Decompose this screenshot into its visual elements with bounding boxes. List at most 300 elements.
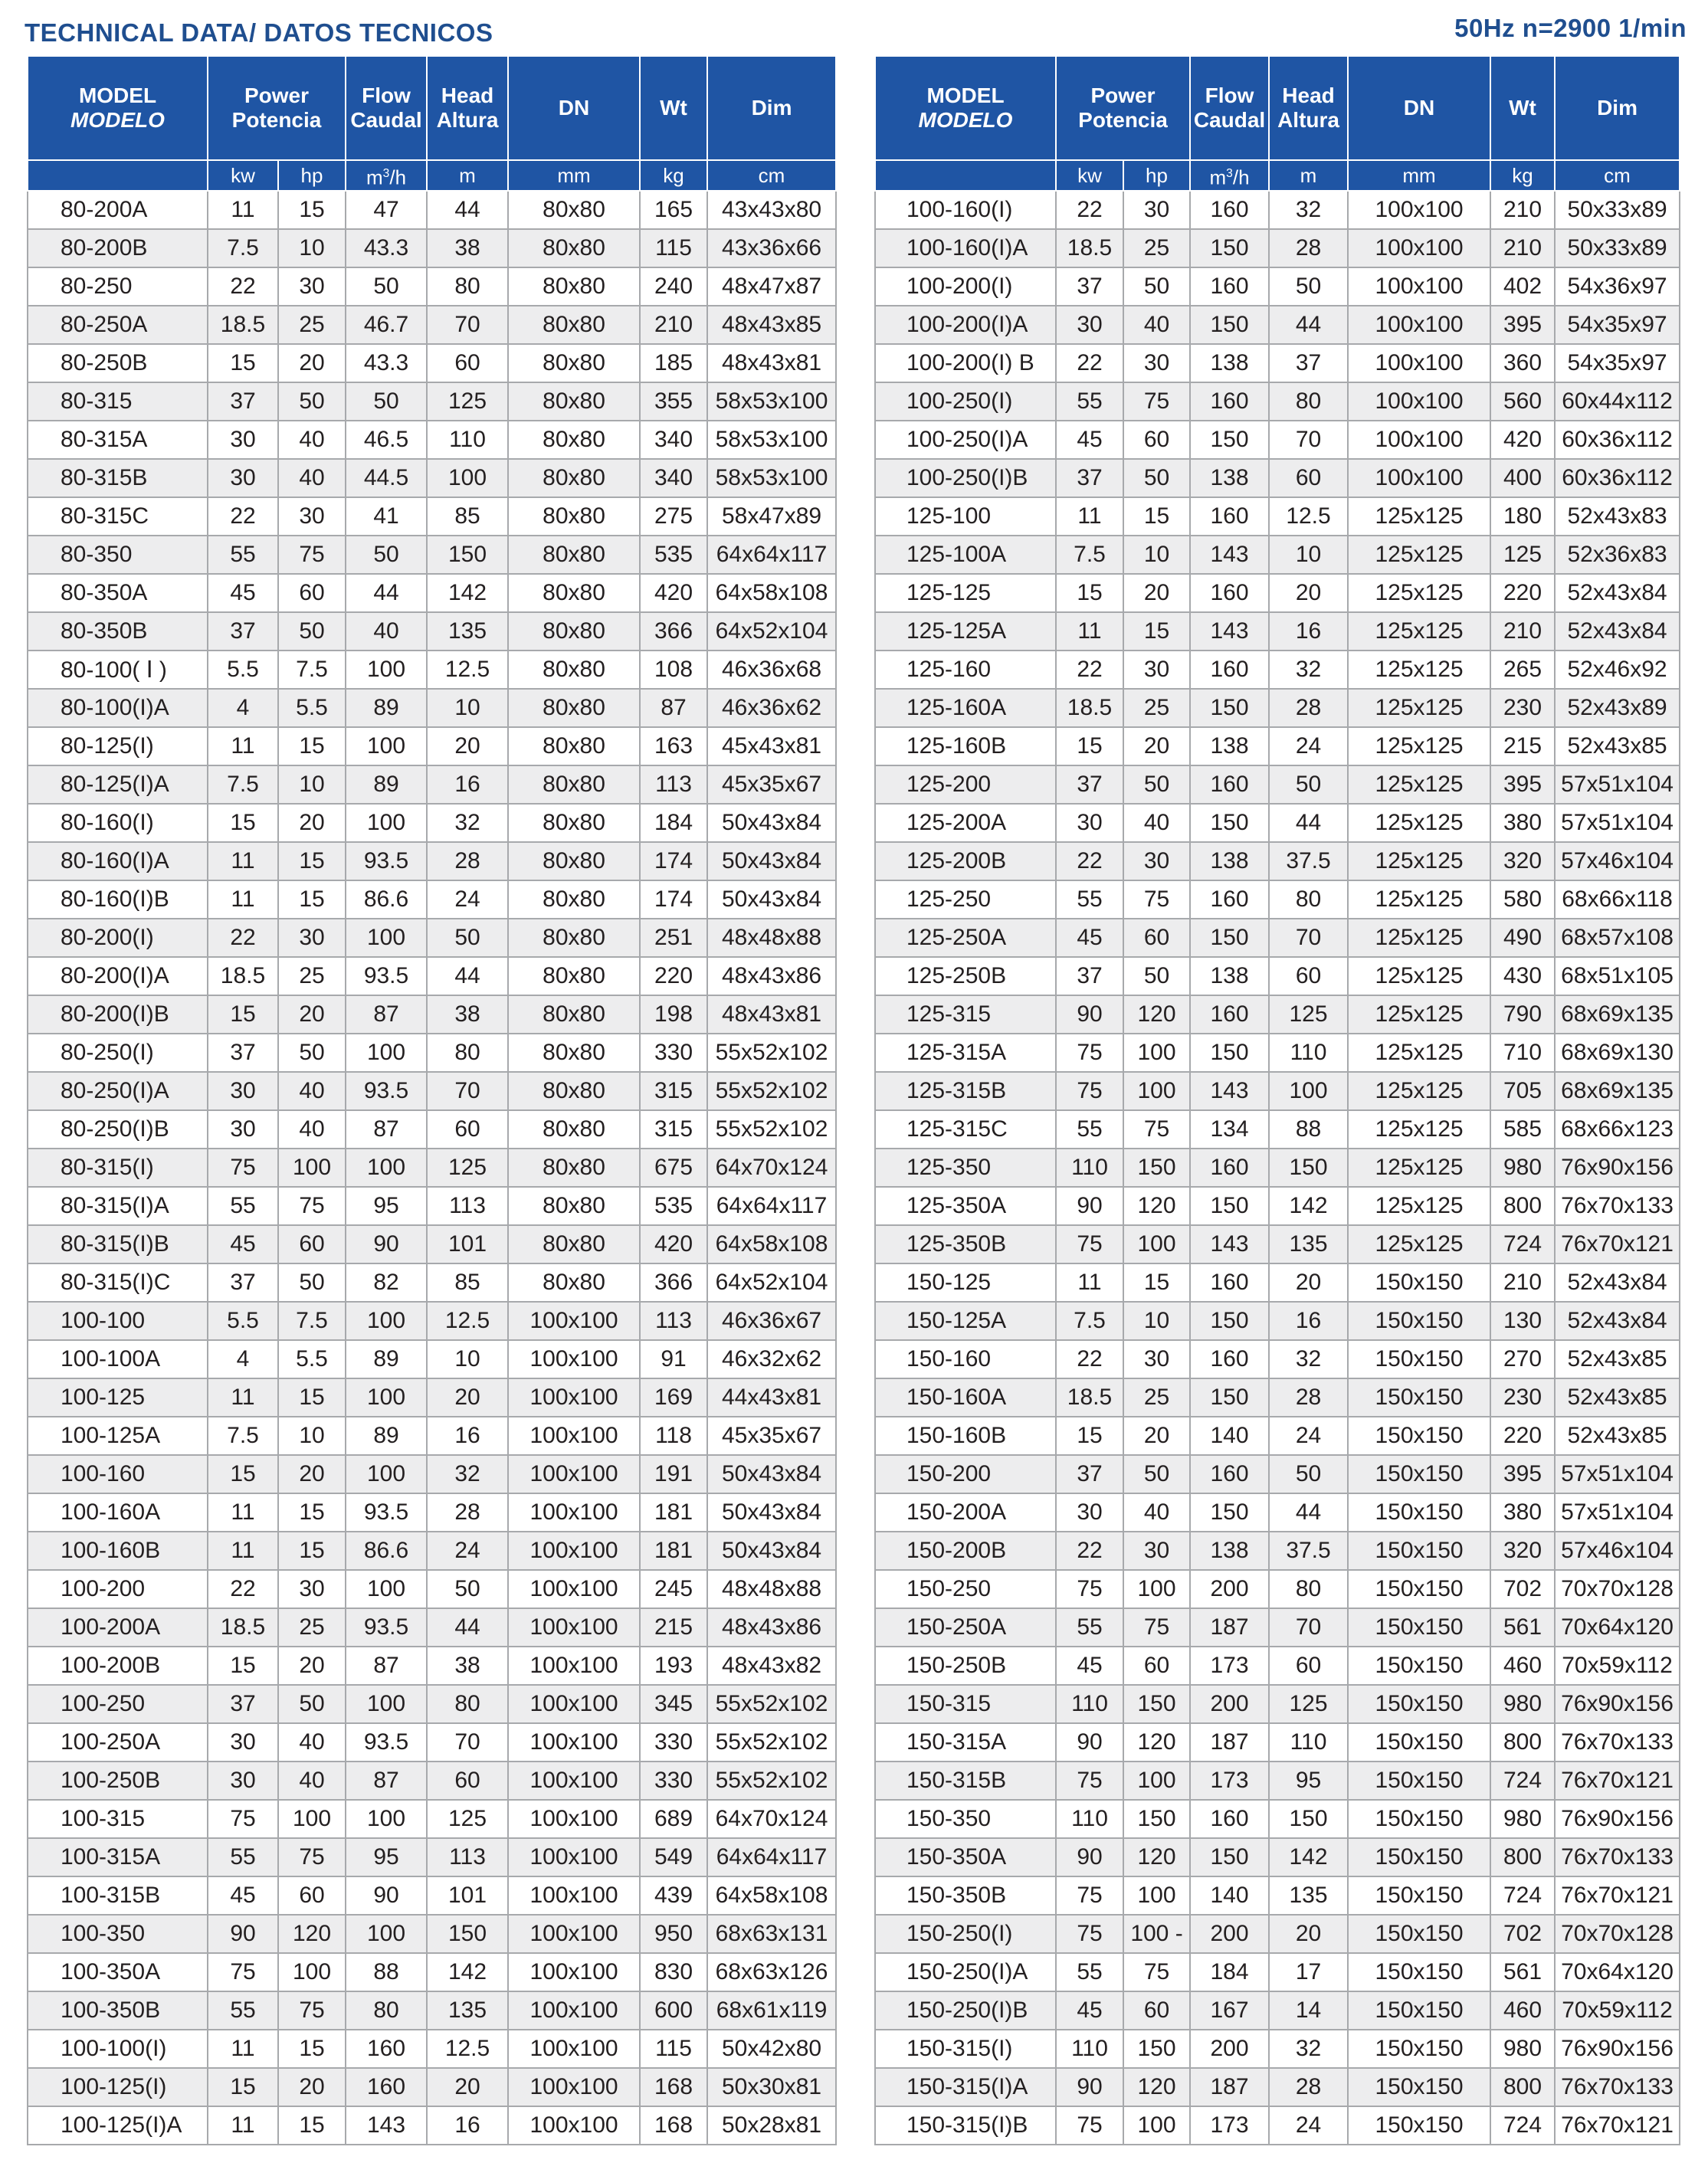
head-cell: 80 bbox=[427, 267, 508, 306]
flow-cell: 160 bbox=[1190, 1455, 1269, 1493]
hp-cell: 60 bbox=[278, 574, 346, 612]
hp-cell: 75 bbox=[1123, 1608, 1190, 1647]
dn-cell: 80x80 bbox=[508, 1072, 640, 1110]
dn-unit: mm bbox=[1348, 160, 1490, 191]
flow-cell: 200 bbox=[1190, 1570, 1269, 1608]
wt-cell: 113 bbox=[640, 765, 707, 804]
model-cell: 100-125(I) bbox=[28, 2068, 208, 2106]
model-cell: 80-200A bbox=[28, 191, 208, 229]
head-cell: 110 bbox=[1269, 1723, 1348, 1762]
head-cell: 44 bbox=[427, 191, 508, 229]
hp-cell: 40 bbox=[278, 1762, 346, 1800]
wt-cell: 724 bbox=[1490, 1762, 1555, 1800]
head-cell: 80 bbox=[1269, 1570, 1348, 1608]
hp-cell: 10 bbox=[278, 229, 346, 267]
wt-cell: 366 bbox=[640, 612, 707, 651]
kw-cell: 18.5 bbox=[208, 306, 278, 344]
flow-cell: 100 bbox=[346, 1034, 427, 1072]
wt-cell: 460 bbox=[1490, 1991, 1555, 2030]
dim-unit: cm bbox=[707, 160, 836, 191]
wt-cell: 275 bbox=[640, 497, 707, 536]
dim-cell: 52x43x84 bbox=[1555, 612, 1680, 651]
flow-cell: 140 bbox=[1190, 1876, 1269, 1915]
dn-cell: 100x100 bbox=[508, 1417, 640, 1455]
wt-cell: 184 bbox=[640, 804, 707, 842]
dn-cell: 80x80 bbox=[508, 957, 640, 995]
dn-cell: 150x150 bbox=[1348, 1302, 1490, 1340]
flow-cell: 160 bbox=[1190, 497, 1269, 536]
wt-cell: 174 bbox=[640, 880, 707, 919]
hp-cell: 5.5 bbox=[278, 1340, 346, 1378]
flow-cell: 150 bbox=[1190, 1034, 1269, 1072]
hp-cell: 15 bbox=[278, 727, 346, 765]
flow-cell: 86.6 bbox=[346, 880, 427, 919]
model-cell: 100-125A bbox=[28, 1417, 208, 1455]
wt-cell: 800 bbox=[1490, 1187, 1555, 1225]
hp-cell: 30 bbox=[1123, 651, 1190, 689]
dn-cell: 125x125 bbox=[1348, 1187, 1490, 1225]
dn-cell: 125x125 bbox=[1348, 574, 1490, 612]
table-row bbox=[28, 1647, 836, 1685]
table-row bbox=[875, 765, 1680, 804]
wt-cell: 724 bbox=[1490, 2106, 1555, 2145]
dim-cell: 76x70x133 bbox=[1555, 1723, 1680, 1762]
dn-cell: 150x150 bbox=[1348, 1723, 1490, 1762]
model-cell: 80-125(I) bbox=[28, 727, 208, 765]
hp-cell: 100 bbox=[278, 1953, 346, 1991]
power-header: Power Potencia bbox=[208, 56, 346, 160]
flow-cell: 160 bbox=[1190, 267, 1269, 306]
dn-cell: 100x100 bbox=[1348, 344, 1490, 382]
hp-cell: 40 bbox=[278, 1072, 346, 1110]
dn-cell: 125x125 bbox=[1348, 842, 1490, 880]
dim-cell: 76x70x133 bbox=[1555, 1838, 1680, 1876]
flow-cell: 89 bbox=[346, 765, 427, 804]
table-row bbox=[875, 2030, 1680, 2068]
flow-cell: 187 bbox=[1190, 1723, 1269, 1762]
dn-cell: 100x100 bbox=[1348, 191, 1490, 229]
model-cell: 100-100 bbox=[28, 1302, 208, 1340]
kw-cell: 75 bbox=[208, 1800, 278, 1838]
dim-cell: 68x61x119 bbox=[707, 1991, 836, 2030]
hp-cell: 15 bbox=[278, 2030, 346, 2068]
hp-cell: 30 bbox=[278, 919, 346, 957]
table-row bbox=[28, 1187, 836, 1225]
dim-cell: 64x52x104 bbox=[707, 1263, 836, 1302]
kw-cell: 45 bbox=[208, 1225, 278, 1263]
hp-cell: 50 bbox=[1123, 459, 1190, 497]
kw-cell: 110 bbox=[1056, 2030, 1123, 2068]
flow-cell: 41 bbox=[346, 497, 427, 536]
wt-cell: 980 bbox=[1490, 1685, 1555, 1723]
head-cell: 150 bbox=[427, 1915, 508, 1953]
model-cell: 150-250(I)B bbox=[875, 1991, 1056, 2030]
table-row bbox=[28, 1302, 836, 1340]
hp-cell: 15 bbox=[278, 1378, 346, 1417]
dim-cell: 60x44x112 bbox=[1555, 382, 1680, 421]
flow-cell: 138 bbox=[1190, 459, 1269, 497]
model-cell: 150-250B bbox=[875, 1647, 1056, 1685]
head-cell: 32 bbox=[427, 804, 508, 842]
kw-cell: 22 bbox=[208, 267, 278, 306]
kw-cell: 11 bbox=[208, 1378, 278, 1417]
wt-cell: 400 bbox=[1490, 459, 1555, 497]
dn-cell: 150x150 bbox=[1348, 1762, 1490, 1800]
flow-cell: 200 bbox=[1190, 1915, 1269, 1953]
kw-cell: 55 bbox=[1056, 1110, 1123, 1149]
hp-cell: 100 bbox=[1123, 2106, 1190, 2145]
flow-cell: 100 bbox=[346, 1302, 427, 1340]
model-cell: 80-315 bbox=[28, 382, 208, 421]
dim-cell: 64x58x108 bbox=[707, 1225, 836, 1263]
wt-cell: 702 bbox=[1490, 1570, 1555, 1608]
kw-cell: 22 bbox=[208, 497, 278, 536]
hp-cell: 25 bbox=[278, 1608, 346, 1647]
dn-cell: 80x80 bbox=[508, 1263, 640, 1302]
model-cell: 150-250 bbox=[875, 1570, 1056, 1608]
kw-cell: 55 bbox=[1056, 1608, 1123, 1647]
wt-cell: 380 bbox=[1490, 1493, 1555, 1532]
dim-cell: 57x46x104 bbox=[1555, 842, 1680, 880]
model-cell: 80-160(I)A bbox=[28, 842, 208, 880]
model-cell: 100-200A bbox=[28, 1608, 208, 1647]
dim-cell: 50x42x80 bbox=[707, 2030, 836, 2068]
dim-cell: 57x51x104 bbox=[1555, 1455, 1680, 1493]
dn-cell: 80x80 bbox=[508, 995, 640, 1034]
model-cell: 125-250B bbox=[875, 957, 1056, 995]
head-cell: 12.5 bbox=[1269, 497, 1348, 536]
model-cell: 150-250A bbox=[875, 1608, 1056, 1647]
table-row bbox=[28, 880, 836, 919]
hp-cell: 75 bbox=[1123, 382, 1190, 421]
kw-unit: kw bbox=[1056, 160, 1123, 191]
dim-cell: 76x70x121 bbox=[1555, 1762, 1680, 1800]
head-cell: 113 bbox=[427, 1838, 508, 1876]
model-unit bbox=[875, 160, 1056, 191]
hp-unit: hp bbox=[1123, 160, 1190, 191]
kw-cell: 90 bbox=[1056, 995, 1123, 1034]
dim-cell: 68x66x118 bbox=[1555, 880, 1680, 919]
kw-cell: 55 bbox=[1056, 1953, 1123, 1991]
hp-cell: 10 bbox=[278, 1417, 346, 1455]
hp-cell: 5.5 bbox=[278, 689, 346, 727]
kw-cell: 37 bbox=[1056, 267, 1123, 306]
dn-cell: 150x150 bbox=[1348, 1953, 1490, 1991]
flow-cell: 150 bbox=[1190, 919, 1269, 957]
flow-cell: 160 bbox=[1190, 191, 1269, 229]
model-cell: 125-160A bbox=[875, 689, 1056, 727]
head-cell: 125 bbox=[427, 1149, 508, 1187]
dn-cell: 80x80 bbox=[508, 574, 640, 612]
dim-cell: 76x70x121 bbox=[1555, 1225, 1680, 1263]
kw-cell: 55 bbox=[208, 1187, 278, 1225]
head-cell: 142 bbox=[1269, 1187, 1348, 1225]
flow-cell: 134 bbox=[1190, 1110, 1269, 1149]
dim-cell: 76x90x156 bbox=[1555, 1685, 1680, 1723]
table-row bbox=[875, 1225, 1680, 1263]
wt-cell: 113 bbox=[640, 1302, 707, 1340]
kw-cell: 55 bbox=[1056, 382, 1123, 421]
kw-cell: 11 bbox=[208, 842, 278, 880]
hp-cell: 40 bbox=[278, 1110, 346, 1149]
flow-cell: 89 bbox=[346, 1340, 427, 1378]
wt-cell: 585 bbox=[1490, 1110, 1555, 1149]
table-row bbox=[28, 1493, 836, 1532]
wt-cell: 220 bbox=[1490, 1417, 1555, 1455]
model-cell: 125-350B bbox=[875, 1225, 1056, 1263]
head-cell: 32 bbox=[427, 1455, 508, 1493]
flow-cell: 160 bbox=[1190, 651, 1269, 689]
dim-cell: 55x52x102 bbox=[707, 1072, 836, 1110]
kw-cell: 18.5 bbox=[1056, 229, 1123, 267]
head-unit: m bbox=[1269, 160, 1348, 191]
kw-cell: 55 bbox=[208, 1838, 278, 1876]
flow-cell: 160 bbox=[1190, 1149, 1269, 1187]
model-cell: 150-160A bbox=[875, 1378, 1056, 1417]
model-cell: 80-200(I) bbox=[28, 919, 208, 957]
model-cell: 100-100(I) bbox=[28, 2030, 208, 2068]
hp-cell: 25 bbox=[278, 306, 346, 344]
kw-cell: 37 bbox=[208, 1263, 278, 1302]
table-row bbox=[28, 2068, 836, 2106]
dim-cell: 52x43x89 bbox=[1555, 689, 1680, 727]
hp-cell: 30 bbox=[1123, 1340, 1190, 1378]
hp-cell: 150 bbox=[1123, 1800, 1190, 1838]
kw-cell: 37 bbox=[1056, 1455, 1123, 1493]
hp-cell: 25 bbox=[1123, 229, 1190, 267]
kw-cell: 37 bbox=[1056, 957, 1123, 995]
wt-cell: 315 bbox=[640, 1072, 707, 1110]
flow-cell: 80 bbox=[346, 1991, 427, 2030]
dn-cell: 100x100 bbox=[1348, 382, 1490, 421]
kw-cell: 55 bbox=[208, 1991, 278, 2030]
head-cell: 16 bbox=[427, 765, 508, 804]
dn-cell: 125x125 bbox=[1348, 497, 1490, 536]
model-cell: 125-200B bbox=[875, 842, 1056, 880]
wt-cell: 193 bbox=[640, 1647, 707, 1685]
head-cell: 110 bbox=[427, 421, 508, 459]
dn-cell: 100x100 bbox=[508, 1800, 640, 1838]
dn-cell: 150x150 bbox=[1348, 1493, 1490, 1532]
dim-cell: 48x48x88 bbox=[707, 1570, 836, 1608]
head-cell: 125 bbox=[1269, 1685, 1348, 1723]
dn-cell: 100x100 bbox=[508, 1570, 640, 1608]
dim-cell: 52x43x85 bbox=[1555, 727, 1680, 765]
head-cell: 70 bbox=[427, 1723, 508, 1762]
kw-cell: 55 bbox=[1056, 880, 1123, 919]
dim-cell: 54x35x97 bbox=[1555, 306, 1680, 344]
dn-cell: 80x80 bbox=[508, 191, 640, 229]
kw-cell: 7.5 bbox=[208, 1417, 278, 1455]
dn-cell: 100x100 bbox=[508, 1876, 640, 1915]
wt-cell: 710 bbox=[1490, 1034, 1555, 1072]
hp-cell: 20 bbox=[278, 804, 346, 842]
head-cell: 32 bbox=[1269, 191, 1348, 229]
wt-cell: 395 bbox=[1490, 1455, 1555, 1493]
wt-cell: 460 bbox=[1490, 1647, 1555, 1685]
kw-cell: 90 bbox=[1056, 1723, 1123, 1762]
kw-cell: 15 bbox=[208, 1647, 278, 1685]
kw-cell: 75 bbox=[208, 1953, 278, 1991]
table-row bbox=[28, 842, 836, 880]
dn-cell: 80x80 bbox=[508, 689, 640, 727]
wt-cell: 395 bbox=[1490, 765, 1555, 804]
table-row bbox=[28, 957, 836, 995]
dim-cell: 52x43x84 bbox=[1555, 574, 1680, 612]
model-cell: 100-250(I)B bbox=[875, 459, 1056, 497]
model-cell: 150-200A bbox=[875, 1493, 1056, 1532]
flow-cell: 100 bbox=[346, 651, 427, 689]
head-cell: 24 bbox=[1269, 1417, 1348, 1455]
flow-cell: 160 bbox=[346, 2030, 427, 2068]
dn-cell: 80x80 bbox=[508, 919, 640, 957]
kw-cell: 11 bbox=[208, 1532, 278, 1570]
flow-cell: 150 bbox=[1190, 1302, 1269, 1340]
flow-cell: 95 bbox=[346, 1187, 427, 1225]
wt-cell: 108 bbox=[640, 651, 707, 689]
hp-cell: 75 bbox=[1123, 1110, 1190, 1149]
flow-cell: 138 bbox=[1190, 727, 1269, 765]
model-cell: 100-125(I)A bbox=[28, 2106, 208, 2145]
model-cell: 100-200(I) B bbox=[875, 344, 1056, 382]
flow-cell: 138 bbox=[1190, 957, 1269, 995]
kw-cell: 37 bbox=[1056, 765, 1123, 804]
dim-cell: 70x70x128 bbox=[1555, 1570, 1680, 1608]
dim-cell: 64x64x117 bbox=[707, 536, 836, 574]
wt-cell: 490 bbox=[1490, 919, 1555, 957]
dim-cell: 50x28x81 bbox=[707, 2106, 836, 2145]
head-cell: 125 bbox=[427, 382, 508, 421]
hp-cell: 10 bbox=[1123, 536, 1190, 574]
flow-cell: 150 bbox=[1190, 306, 1269, 344]
dn-cell: 80x80 bbox=[508, 804, 640, 842]
kw-cell: 30 bbox=[1056, 804, 1123, 842]
flow-cell: 173 bbox=[1190, 1762, 1269, 1800]
dn-cell: 80x80 bbox=[508, 229, 640, 267]
head-cell: 20 bbox=[1269, 574, 1348, 612]
wt-cell: 580 bbox=[1490, 880, 1555, 919]
dim-cell: 60x36x112 bbox=[1555, 459, 1680, 497]
wt-cell: 420 bbox=[640, 1225, 707, 1263]
wt-unit: kg bbox=[1490, 160, 1555, 191]
table-row bbox=[875, 1800, 1680, 1838]
kw-cell: 75 bbox=[1056, 1225, 1123, 1263]
dim-cell: 60x36x112 bbox=[1555, 421, 1680, 459]
dim-cell: 64x52x104 bbox=[707, 612, 836, 651]
kw-cell: 11 bbox=[208, 727, 278, 765]
flow-cell: 160 bbox=[1190, 765, 1269, 804]
head-cell: 16 bbox=[427, 2106, 508, 2145]
hp-cell: 60 bbox=[1123, 1991, 1190, 2030]
kw-cell: 18.5 bbox=[208, 957, 278, 995]
flow-cell: 90 bbox=[346, 1876, 427, 1915]
hp-cell: 150 bbox=[1123, 2030, 1190, 2068]
hp-cell: 150 bbox=[1123, 1149, 1190, 1187]
table-row bbox=[28, 2106, 836, 2145]
dim-cell: 48x43x81 bbox=[707, 995, 836, 1034]
model-cell: 150-315 bbox=[875, 1685, 1056, 1723]
table-row bbox=[28, 574, 836, 612]
dn-cell: 100x100 bbox=[1348, 229, 1490, 267]
dn-cell: 150x150 bbox=[1348, 1685, 1490, 1723]
kw-cell: 75 bbox=[208, 1149, 278, 1187]
kw-cell: 11 bbox=[1056, 497, 1123, 536]
model-cell: 100-200(I)A bbox=[875, 306, 1056, 344]
flow-cell: 44.5 bbox=[346, 459, 427, 497]
model-cell: 125-100 bbox=[875, 497, 1056, 536]
wt-cell: 220 bbox=[640, 957, 707, 995]
kw-cell: 18.5 bbox=[1056, 1378, 1123, 1417]
table-row bbox=[875, 2068, 1680, 2106]
head-cell: 28 bbox=[427, 842, 508, 880]
wt-cell: 198 bbox=[640, 995, 707, 1034]
table-row bbox=[875, 1493, 1680, 1532]
head-cell: 135 bbox=[1269, 1876, 1348, 1915]
flow-cell: 44 bbox=[346, 574, 427, 612]
dn-cell: 100x100 bbox=[508, 1762, 640, 1800]
wt-cell: 355 bbox=[640, 382, 707, 421]
model-cell: 80-315(I)C bbox=[28, 1263, 208, 1302]
dim-cell: 55x52x102 bbox=[707, 1034, 836, 1072]
head-cell: 44 bbox=[1269, 306, 1348, 344]
head-cell: 150 bbox=[1269, 1149, 1348, 1187]
flow-cell: 160 bbox=[346, 2068, 427, 2106]
head-cell: 28 bbox=[1269, 229, 1348, 267]
dn-cell: 150x150 bbox=[1348, 1800, 1490, 1838]
head-cell: 110 bbox=[1269, 1034, 1348, 1072]
flow-cell: 46.5 bbox=[346, 421, 427, 459]
flow-cell: 160 bbox=[1190, 382, 1269, 421]
hp-cell: 120 bbox=[1123, 1187, 1190, 1225]
kw-cell: 55 bbox=[208, 536, 278, 574]
wt-cell: 535 bbox=[640, 1187, 707, 1225]
kw-cell: 45 bbox=[1056, 919, 1123, 957]
kw-cell: 22 bbox=[1056, 842, 1123, 880]
dim-cell: 76x90x156 bbox=[1555, 2030, 1680, 2068]
dn-cell: 150x150 bbox=[1348, 1570, 1490, 1608]
dim-cell: 55x52x102 bbox=[707, 1685, 836, 1723]
head-cell: 135 bbox=[427, 1991, 508, 2030]
hp-cell: 150 bbox=[1123, 1685, 1190, 1723]
model-cell: 100-315 bbox=[28, 1800, 208, 1838]
model-cell: 100-160(I)A bbox=[875, 229, 1056, 267]
kw-cell: 15 bbox=[208, 804, 278, 842]
dim-cell: 70x70x128 bbox=[1555, 1915, 1680, 1953]
head-cell: 10 bbox=[1269, 536, 1348, 574]
dim-cell: 76x70x133 bbox=[1555, 2068, 1680, 2106]
flow-cell: 88 bbox=[346, 1953, 427, 1991]
model-cell: 80-100( Ⅰ ) bbox=[28, 651, 208, 689]
hp-cell: 25 bbox=[1123, 689, 1190, 727]
dim-cell: 46x32x62 bbox=[707, 1340, 836, 1378]
dim-cell: 76x90x156 bbox=[1555, 1800, 1680, 1838]
flow-cell: 87 bbox=[346, 1647, 427, 1685]
dn-unit: mm bbox=[508, 160, 640, 191]
head-cell: 70 bbox=[1269, 919, 1348, 957]
head-cell: 50 bbox=[1269, 765, 1348, 804]
dn-cell: 80x80 bbox=[508, 459, 640, 497]
table-row bbox=[28, 459, 836, 497]
wt-cell: 340 bbox=[640, 421, 707, 459]
model-cell: 150-125 bbox=[875, 1263, 1056, 1302]
head-cell: 70 bbox=[1269, 421, 1348, 459]
head-cell: 12.5 bbox=[427, 651, 508, 689]
head-cell: 16 bbox=[1269, 612, 1348, 651]
table-row bbox=[875, 1953, 1680, 1991]
dn-header: DN bbox=[1348, 56, 1490, 160]
right-table-body bbox=[875, 191, 1680, 2145]
table-row bbox=[875, 1570, 1680, 1608]
